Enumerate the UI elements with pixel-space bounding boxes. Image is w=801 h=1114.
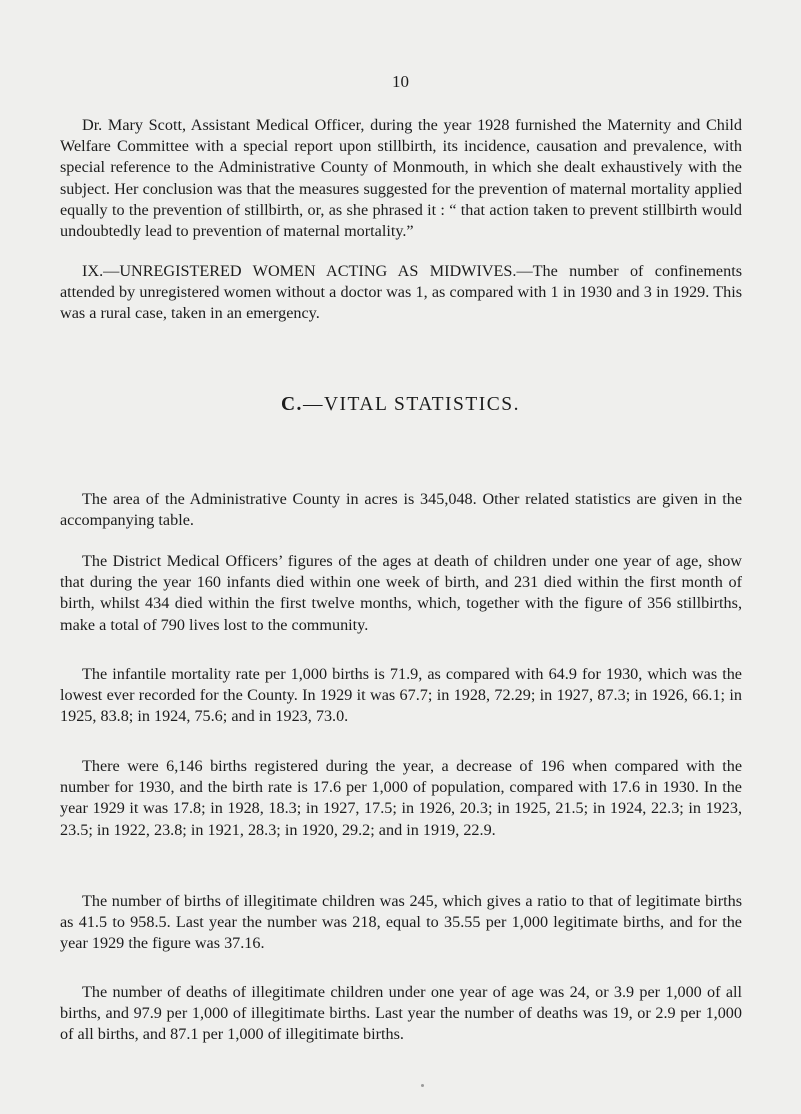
- paragraph-infantile-mortality-rate: The infantile mortality rate per 1,000 births is 71.9, as compared with 64.9 for 1930, which was the lowest ever recorded for the County. In 1929 it was 67.7; in 1928, 72.29; in 1927, 87.3; in 1926, 66.1; in 1925, 83.8; in 1924, 75.6; and in 1923, 73.0.: [60, 665, 742, 726]
- paragraph-birth-rate: There were 6,146 births registered during the year, a decrease of 196 when compared with the number for 1930, and the birth rate is 17.6 per 1,000 of population, compared with 17.6 in 1930. In the year 1929 it was 17.8; in 1928, 18.3; in 1927, 17.5; in 1926, 20.3; in 1925, 21.5; in 1924, 22.3; in 1923, 23.5; in 1922, 23.8; in 1921, 28.3; in 1920, 29.2; and in 1919, 22.9.: [60, 757, 742, 839]
- paragraph-stillbirth-report: Dr. Mary Scott, Assistant Medical Officer, during the year 1928 furnished the Maternity and Child Welfare Committee with a special report upon stillbirth, its incidence, causation and prevalence, with special reference to the Administrative County of Monmouth, in which she dealt exhaustively with the subject. Her conclusion was that the measures suggested for the prevention of maternal mortality applied equally to the prevention of stillbirth, or, as she phrased it : “ that action taken to prevent stillbirth would undoubtedly lead to prevention of maternal mortality.”: [60, 116, 742, 241]
- paragraph-county-area: The area of the Administrative County in acres is 345,048. Other related statistics are given in the accompanying table.: [60, 490, 742, 530]
- paragraph-illegitimate-deaths: The number of deaths of illegitimate children under one year of age was 24, or 3.9 per 1,000 of all births, and 97.9 per 1,000 of illegitimate births. Last year the number of deaths was 19, or 2.9 per 1,000 of all births, and 87.1 per 1,000 of illegitimate births.: [60, 983, 742, 1044]
- paper-speck: [421, 1084, 424, 1087]
- paragraph-illegitimate-births: The number of births of illegitimate children was 245, which gives a ratio to that of legitimate births as 41.5 to 958.5. Last year the number was 218, equal to 35.55 per 1,000 legitimate births, and for the year 1929 the figure was 37.16.: [60, 892, 742, 953]
- section-heading-title: —VITAL STATISTICS.: [302, 394, 521, 415]
- paragraph-infant-deaths: The District Medical Officers’ figures of the ages at death of children under one year of age, show that during the year 160 infants died within one week of birth, and 231 died within the first month of birth, whilst 434 died within the first twelve months, which, together with the figure of 356 stillbirths, make a total of 790 lives lost to the community.: [60, 552, 742, 634]
- paragraph-unregistered-midwives: IX.—UNREGISTERED WOMEN ACTING AS MIDWIVES.—The number of confinements attended by unregistered women without a doctor was 1, as compared with 1 in 1930 and 3 in 1929. This was a rural case, taken in an emergency.: [60, 262, 742, 323]
- section-heading-letter: C.: [280, 394, 303, 415]
- page-number: 10: [392, 72, 409, 91]
- section-heading-vital-statistics: [0, 394, 801, 416]
